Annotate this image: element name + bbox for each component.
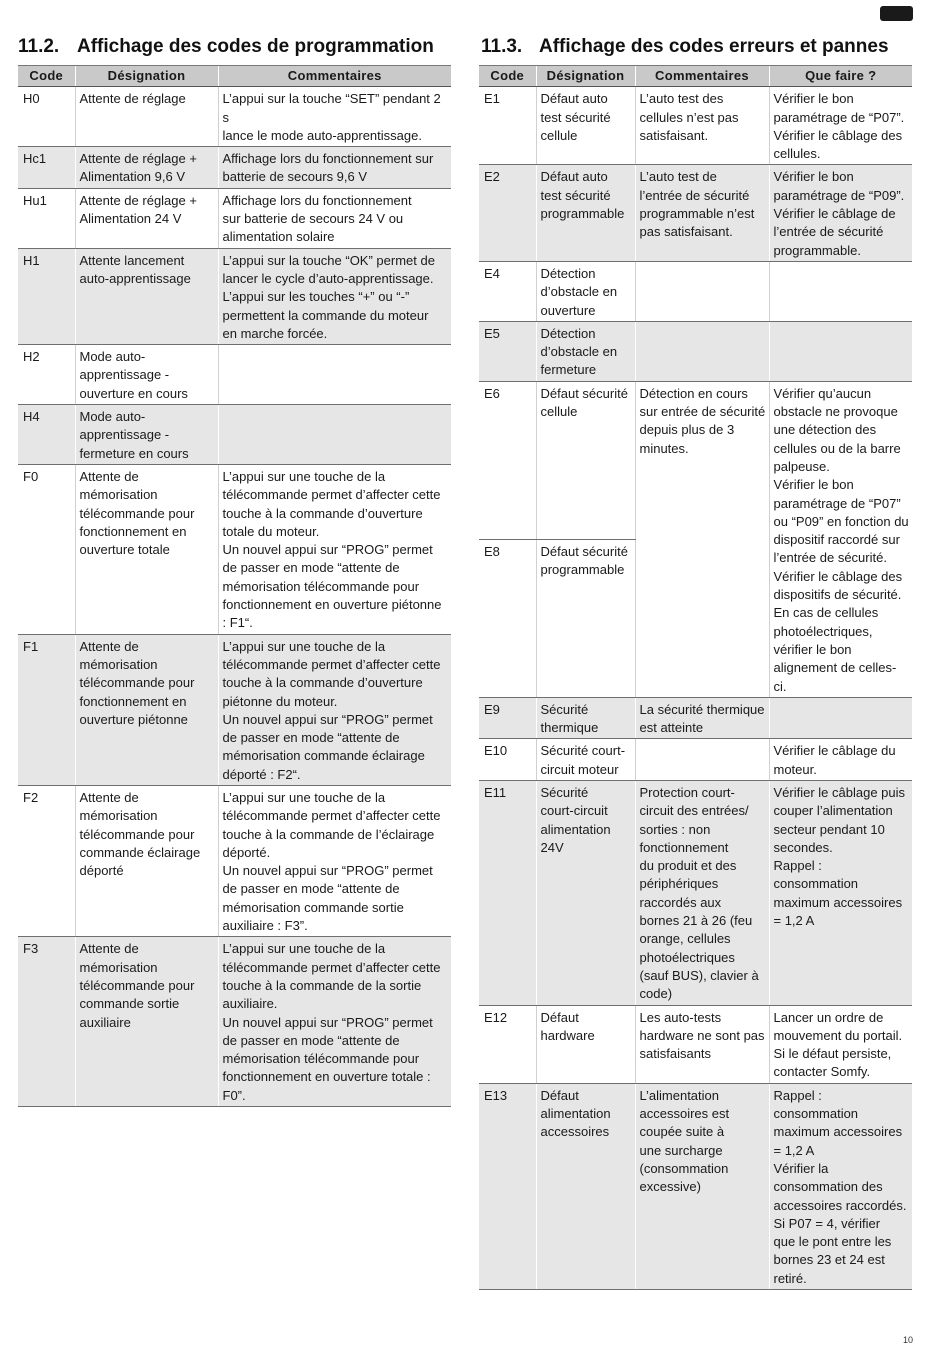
action-cell: Vérifier qu’aucun obstacle ne provoque une détection des cellules ou de la barre palpeuse. Vérifier le bon paramétrage de “P07” ou “P09” en fonction du dispositif raccordé sur l’entrée de sécurité. Vérifier le câblage des dispositifs de sécurité. En cas de cellules photoélectriques, vérifier le bon alignement de celles- ci. [769, 381, 912, 697]
designation-cell: Défaut sécurité programmable [536, 539, 635, 697]
column-header-code: Code [479, 66, 536, 87]
table-row [18, 937, 451, 1107]
code-cell: E9 [479, 697, 536, 739]
designation-cell: Défaut auto test sécurité cellule [536, 87, 635, 165]
comment-cell [635, 321, 769, 381]
comment-cell: La sécurité thermique est atteinte [635, 697, 769, 739]
table-row [479, 739, 912, 781]
table-row [479, 381, 912, 539]
code-cell: F2 [18, 785, 75, 936]
code-cell: H4 [18, 405, 75, 465]
code-cell: F3 [18, 937, 75, 1107]
column-header-comments: Commentaires [218, 66, 451, 87]
table-row [479, 321, 912, 381]
code-cell: E13 [479, 1083, 536, 1289]
code-cell: H1 [18, 248, 75, 344]
comment-cell: L’appui sur une touche de la télécommande permet d’affecter cette touche à la commande d’ouverture totale du moteur. Un nouvel appui sur “PROG” permet de passer en mode “attente de mémorisation télécommande pour fonctionnement en ouverture piétonne : F1“. [218, 464, 451, 634]
programming-codes-table [18, 65, 451, 1107]
section-title-text: Affichage des codes de programmation [77, 36, 434, 57]
table-row [18, 464, 451, 634]
table-row [479, 261, 912, 321]
table-row [18, 87, 451, 147]
designation-cell: Attente de mémorisation télécommande pour commande sortie auxiliaire [75, 937, 218, 1107]
section-number: 11.3. [481, 36, 523, 57]
designation-cell: Sécurité court-circuit alimentation 24V [536, 780, 635, 1005]
designation-cell: Mode auto- apprentissage - fermeture en cours [75, 405, 218, 465]
action-cell: Vérifier le bon paramétrage de “P09”. Vérifier le câblage de l’entrée de sécurité programmable. [769, 165, 912, 261]
code-cell: E8 [479, 539, 536, 697]
comment-cell: Affichage lors du fonctionnement sur batterie de secours 9,6 V [218, 147, 451, 189]
designation-cell: Détection d’obstacle en ouverture [536, 261, 635, 321]
designation-cell: Défaut auto test sécurité programmable [536, 165, 635, 261]
comment-cell: Protection court- circuit des entrées/ sorties : non fonctionnement du produit et des périphériques raccordés aux bornes 21 à 26 (feu orange, cellules photoélectriques (sauf BUS), clavier à code) [635, 780, 769, 1005]
comment-cell: Les auto-tests hardware ne sont pas satisfaisants [635, 1005, 769, 1083]
comment-cell: L’appui sur la touche “OK” permet de lancer le cycle d’auto-apprentissage. L’appui sur les touches “+” ou “-” permettent la commande du moteur en marche forcée. [218, 248, 451, 344]
table-row [479, 780, 912, 1005]
designation-cell: Attente de réglage + Alimentation 9,6 V [75, 147, 218, 189]
comment-cell: L’appui sur une touche de la télécommande permet d’affecter cette touche à la commande de la sortie auxiliaire. Un nouvel appui sur “PROG” permet de passer en mode “attente de mémorisation télécommande pour fonctionnement en ouverture totale : F0”. [218, 937, 451, 1107]
table-row [18, 248, 451, 344]
code-cell: F1 [18, 634, 75, 785]
table-row [479, 165, 912, 261]
code-cell: E2 [479, 165, 536, 261]
comment-cell [635, 261, 769, 321]
table-header-row [479, 66, 912, 87]
error-codes-table [479, 65, 912, 1290]
action-cell: Lancer un ordre de mouvement du portail. Si le défaut persiste, contacter Somfy. [769, 1005, 912, 1083]
table-row [479, 1083, 912, 1289]
comment-cell [218, 345, 451, 405]
code-cell: Hu1 [18, 188, 75, 248]
table-row [18, 188, 451, 248]
action-cell: Vérifier le bon paramétrage de “P07”. Vérifier le câblage des cellules. [769, 87, 912, 165]
comment-cell: Affichage lors du fonctionnement sur batterie de secours 24 V ou alimentation solaire [218, 188, 451, 248]
column-header-what-to-do: Que faire ? [769, 66, 912, 87]
designation-cell: Attente de réglage + Alimentation 24 V [75, 188, 218, 248]
designation-cell: Attente de mémorisation télécommande pour commande éclairage déporté [75, 785, 218, 936]
code-cell: E11 [479, 780, 536, 1005]
table-row [18, 147, 451, 189]
comment-cell: L’appui sur une touche de la télécommande permet d’affecter cette touche à la commande d’ouverture piétonne du moteur. Un nouvel appui sur “PROG” permet de passer en mode “attente de mémorisation commande éclairage déporté : F2“. [218, 634, 451, 785]
section-title-programming-codes [18, 36, 434, 58]
action-cell: Rappel : consommation maximum accessoires = 1,2 A Vérifier la consommation des accessoires raccordés. Si P07 = 4, vérifier que le pont entre les bornes 23 et 24 est retiré. [769, 1083, 912, 1289]
comment-cell: L’appui sur une touche de la télécommande permet d’affecter cette touche à la commande de l’éclairage déporté. Un nouvel appui sur “PROG” permet de passer en mode “attente de mémorisation commande sortie auxiliaire : F3”. [218, 785, 451, 936]
designation-cell: Défaut sécurité cellule [536, 381, 635, 539]
code-cell: E1 [479, 87, 536, 165]
code-cell: E10 [479, 739, 536, 781]
section-title-text: Affichage des codes erreurs et pannes [539, 36, 889, 57]
column-header-designation: Désignation [536, 66, 635, 87]
action-cell [769, 321, 912, 381]
designation-cell: Sécurité court- circuit moteur [536, 739, 635, 781]
action-cell [769, 697, 912, 739]
action-cell: Vérifier le câblage puis couper l’alimentation secteur pendant 10 secondes. Rappel : consommation maximum accessoires = 1,2 A [769, 780, 912, 1005]
action-cell [769, 261, 912, 321]
designation-cell: Attente de mémorisation télécommande pour fonctionnement en ouverture totale [75, 464, 218, 634]
designation-cell: Attente de réglage [75, 87, 218, 147]
designation-cell: Détection d’obstacle en fermeture [536, 321, 635, 381]
comment-cell: L’alimentation accessoires est coupée suite à une surcharge (consommation excessive) [635, 1083, 769, 1289]
comment-cell [635, 739, 769, 781]
table-row [479, 697, 912, 739]
section-number: 11.2. [18, 36, 60, 57]
page-number: 10 [902, 1335, 913, 1345]
table-header-row [18, 66, 451, 87]
comment-cell: L’auto test des cellules n’est pas satisfaisant. [635, 87, 769, 165]
designation-cell: Mode auto- apprentissage - ouverture en cours [75, 345, 218, 405]
code-cell: H2 [18, 345, 75, 405]
code-cell: F0 [18, 464, 75, 634]
code-cell: E12 [479, 1005, 536, 1083]
comment-cell: L’auto test de l’entrée de sécurité programmable n’est pas satisfaisant. [635, 165, 769, 261]
table-row [18, 785, 451, 936]
code-cell: Hc1 [18, 147, 75, 189]
comment-cell: Détection en cours sur entrée de sécurité depuis plus de 3 minutes. [635, 381, 769, 697]
designation-cell: Attente de mémorisation télécommande pour fonctionnement en ouverture piétonne [75, 634, 218, 785]
comment-cell [218, 405, 451, 465]
designation-cell: Défaut hardware [536, 1005, 635, 1083]
code-cell: E5 [479, 321, 536, 381]
page-tab-marker [880, 6, 913, 21]
section-title-error-codes [481, 36, 889, 58]
table-row [479, 1005, 912, 1083]
table-row [479, 87, 912, 165]
code-cell: H0 [18, 87, 75, 147]
code-cell: E4 [479, 261, 536, 321]
column-header-designation: Désignation [75, 66, 218, 87]
table-row [18, 345, 451, 405]
comment-cell: L’appui sur la touche “SET” pendant 2 s lance le mode auto-apprentissage. [218, 87, 451, 147]
designation-cell: Attente lancement auto-apprentissage [75, 248, 218, 344]
code-cell: E6 [479, 381, 536, 539]
action-cell: Vérifier le câblage du moteur. [769, 739, 912, 781]
designation-cell: Sécurité thermique [536, 697, 635, 739]
table-row [18, 634, 451, 785]
column-header-comments: Commentaires [635, 66, 769, 87]
table-row [18, 405, 451, 465]
designation-cell: Défaut alimentation accessoires [536, 1083, 635, 1289]
column-header-code: Code [18, 66, 75, 87]
